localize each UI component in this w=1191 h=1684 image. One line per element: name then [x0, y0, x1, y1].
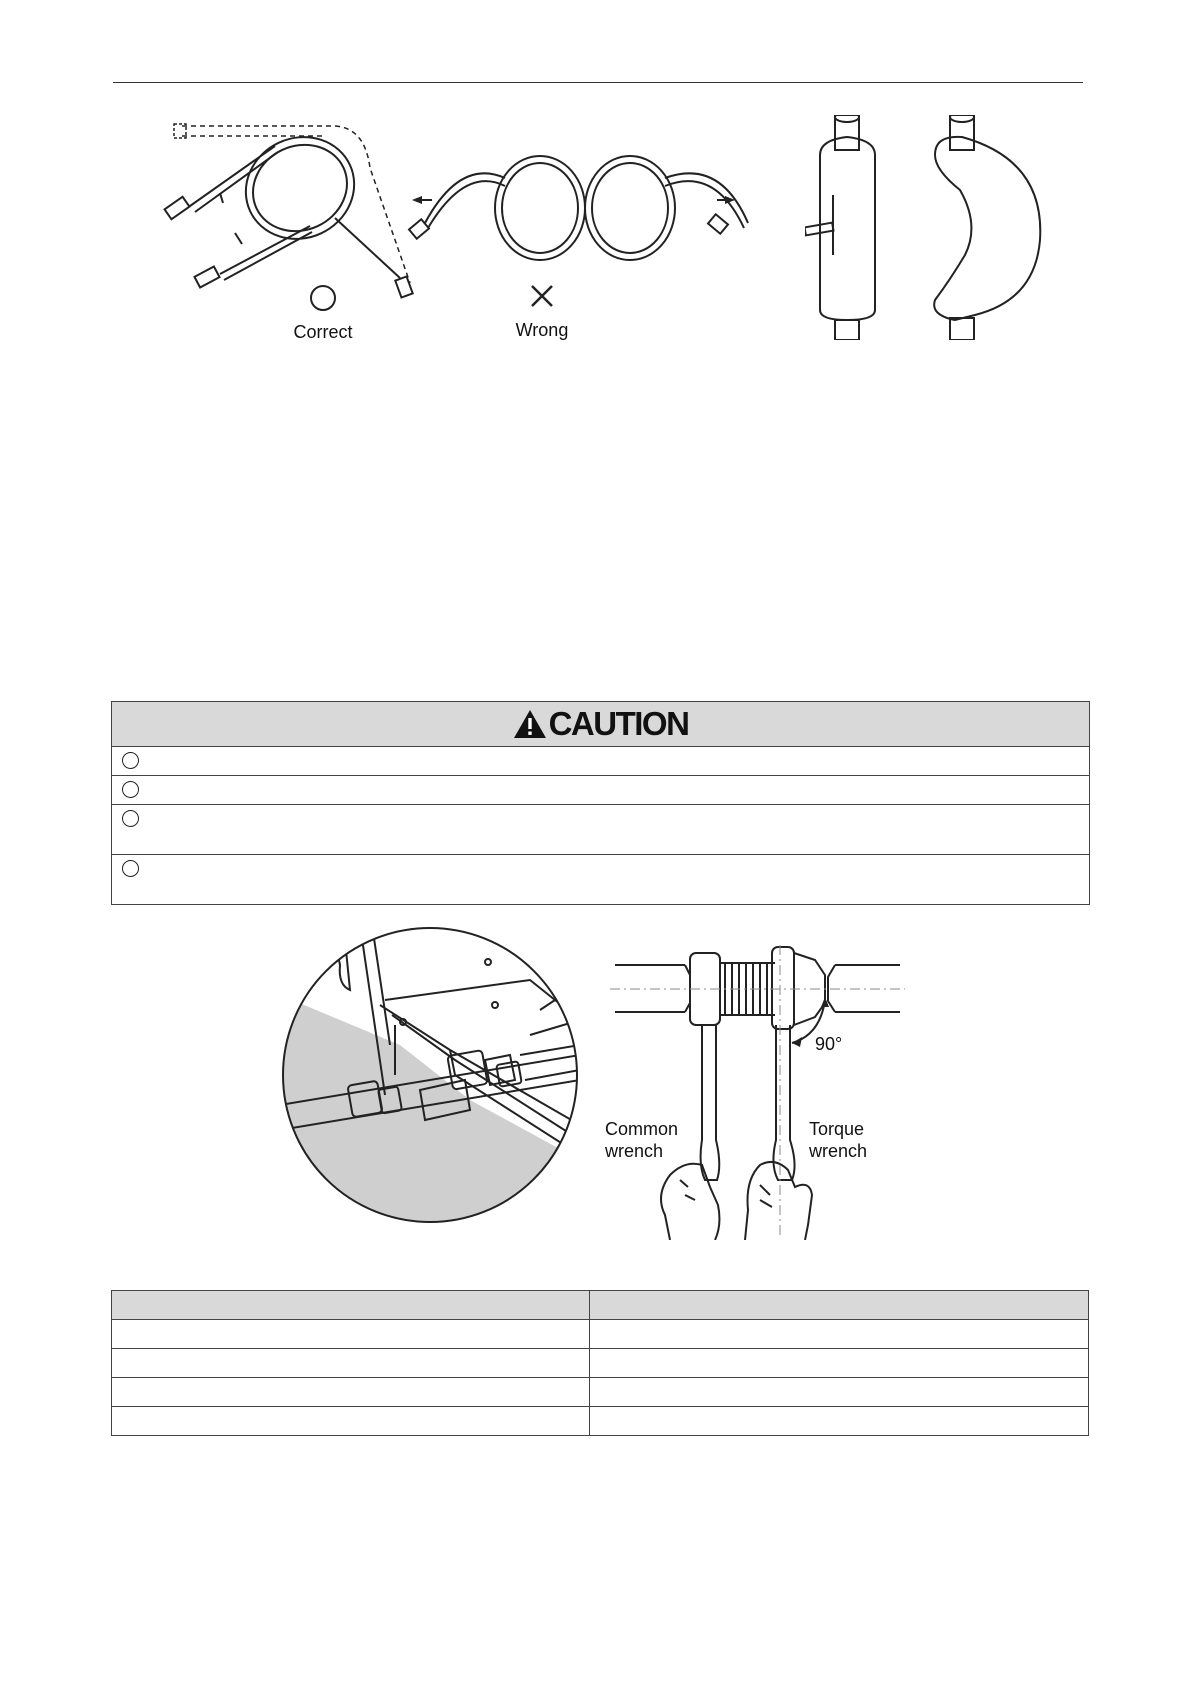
circle-bullet-icon	[122, 860, 139, 877]
table-header-cell	[590, 1291, 1089, 1320]
caution-header	[112, 702, 1089, 747]
torque-table	[111, 1290, 1089, 1436]
table-cell	[590, 1407, 1089, 1436]
torque-wrench-label	[809, 1118, 867, 1162]
caution-row	[112, 855, 1089, 904]
circle-bullet-icon	[122, 810, 139, 827]
wrong-label: Wrong	[515, 320, 569, 340]
common-wrench-line1: Common	[605, 1119, 679, 1139]
table-cell	[590, 1349, 1089, 1378]
common-wrench-label	[605, 1118, 678, 1162]
table-header-row	[112, 1291, 1089, 1320]
wrench-figure	[610, 925, 905, 1240]
table-cell	[112, 1378, 590, 1407]
caution-row	[112, 776, 1089, 805]
pipe-connection-zoom-figure	[280, 925, 580, 1225]
table-cell	[112, 1320, 590, 1349]
table-row	[112, 1320, 1089, 1349]
table-row	[112, 1407, 1089, 1436]
torque-wrench-line1: Torque	[809, 1119, 865, 1139]
angle-label: 90°	[815, 1034, 843, 1054]
table-header-cell	[112, 1291, 590, 1320]
circle-bullet-icon	[122, 781, 139, 798]
caution-title: CAUTION	[548, 705, 689, 742]
table-row	[112, 1378, 1089, 1407]
torque-wrench-line2: wrench	[809, 1141, 868, 1161]
caution-row	[112, 805, 1089, 855]
insulation-figure	[805, 115, 1055, 340]
circle-bullet-icon	[122, 752, 139, 769]
top-rule	[113, 82, 1083, 83]
table-row	[112, 1349, 1089, 1378]
table-cell	[590, 1378, 1089, 1407]
correct-label: Correct	[293, 322, 353, 342]
warning-triangle-icon	[513, 709, 547, 739]
caution-row	[112, 747, 1089, 776]
caution-box	[111, 701, 1090, 905]
table-cell	[590, 1320, 1089, 1349]
common-wrench-line2: wrench	[605, 1141, 664, 1161]
pipe-coil-figure	[160, 108, 750, 348]
table-cell	[112, 1349, 590, 1378]
table-cell	[112, 1407, 590, 1436]
